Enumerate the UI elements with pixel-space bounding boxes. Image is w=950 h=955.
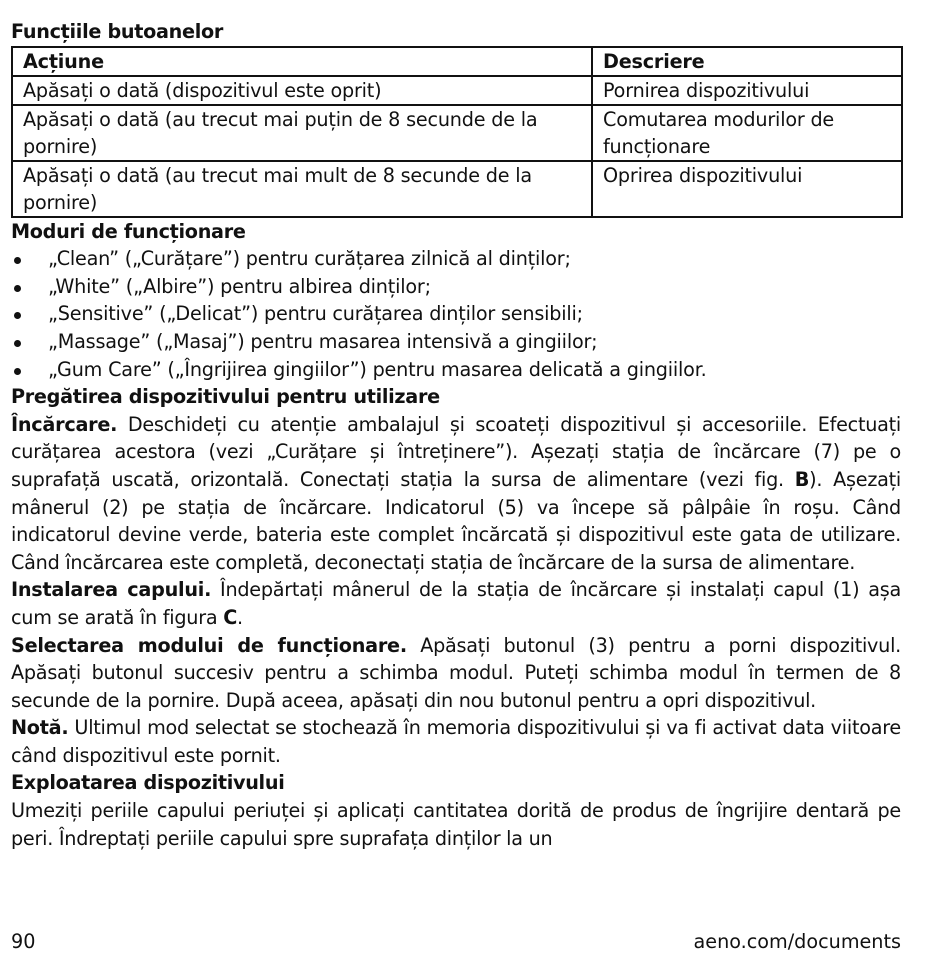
mode-select-label: Selectarea modului de funcționare. — [11, 633, 407, 657]
mode-select-paragraph — [11, 632, 901, 715]
table-cell-action: Apăsați o dată (dispozitivul este oprit) — [12, 76, 592, 105]
usage-paragraph: Umeziți periile capului periuței și aplicați cantitatea dorită de produs de îngrijire dentară pe peri. Îndreptați periile capului spre suprafața dinților la un — [11, 799, 901, 850]
page-number: 90 — [11, 930, 36, 953]
charging-text-b: ). Așezați mânerul (2) pe stația de încărcare. Indicatorul (5) va începe să pâlpâie în roșu. Când indicatorul devine verde, bateria este complet încărcată și dispozitivul este gata de utilizare. Când încărcarea este completă, deconectați stația de încărcare de la sursa de alimentare. — [11, 467, 901, 574]
table-header-action: Acțiune — [12, 47, 592, 76]
note-paragraph — [11, 714, 901, 769]
charging-label: Încărcare. — [11, 412, 118, 436]
list-item: „Gum Care” („Îngrijirea gingiilor”) pentru masarea delicată a gingiilor. — [11, 356, 901, 384]
head-install-text-a: Îndepărtați mânerul de la stația de încărcare și instalați capul (1) așa cum se arată în figura — [11, 578, 901, 629]
button-functions-heading: Funcțiile butoanelor — [11, 20, 224, 43]
table-cell-action: Apăsați o dată (au trecut mai puțin de 8 secunde de la pornire) — [12, 105, 592, 161]
figure-ref-b: B — [794, 467, 810, 491]
list-item: „Sensitive” („Delicat”) pentru curățarea dinților sensibili; — [11, 300, 901, 328]
charging-paragraph — [11, 411, 901, 577]
usage-heading: Exploatarea dispozitivului — [11, 771, 285, 795]
mode-select-text: Apăsați butonul (3) pentru a porni dispozitivul. Apăsați butonul succesiv pentru a schimba modul. Puteți schimba modul în termen de 8 secunde de la pornire. După aceea, apăsați din nou butonul pentru a opri dispozitivul. — [11, 633, 902, 712]
head-install-paragraph — [11, 576, 901, 631]
table-row — [12, 76, 902, 105]
list-item: „Clean” („Curățare”) pentru curățarea zilnică al dinților; — [11, 245, 901, 273]
table-cell-action: Apăsați o dată (au trecut mai mult de 8 secunde de la pornire) — [12, 161, 592, 217]
head-install-label: Instalarea capului. — [11, 578, 212, 602]
table-header-row — [12, 47, 902, 76]
table-cell-description: Oprirea dispozitivului — [592, 161, 902, 217]
operating-modes-heading: Moduri de funcționare — [11, 219, 246, 243]
table-header-description: Descriere — [592, 47, 902, 76]
document-page — [11, 18, 901, 852]
list-item: „Massage” („Masaj”) pentru masarea intensivă a gingiilor; — [11, 328, 901, 356]
button-functions-table — [11, 46, 903, 218]
note-text: Ultimul mod selectat se stochează în memoria dispozitivului și va fi activat data viitoare când dispozitivul este pornit. — [11, 716, 901, 767]
operating-modes-list — [11, 245, 901, 383]
preparation-heading: Pregătirea dispozitivului pentru utilizare — [11, 385, 440, 409]
table-row — [12, 105, 902, 161]
footer-url: aeno.com/documents — [693, 930, 901, 953]
table-cell-description: Pornirea dispozitivului — [592, 76, 902, 105]
table-cell-description: Comutarea modurilor de funcționare — [592, 105, 902, 161]
figure-ref-c: C — [223, 605, 238, 629]
table-row — [12, 161, 902, 217]
note-label: Notă. — [11, 716, 69, 740]
charging-text-a: Deschideți cu atenție ambalajul și scoateți dispozitivul și accesoriile. Efectuați curățarea acestora (vezi „Curățare și întreținere”). Așezați stația de încărcare (7) pe o suprafață uscată, orizontală. Conectați stația la sursa de alimentare (vezi fig. — [11, 412, 901, 491]
head-install-text-b: . — [237, 605, 243, 629]
list-item: „White” („Albire”) pentru albirea dinților; — [11, 273, 901, 301]
